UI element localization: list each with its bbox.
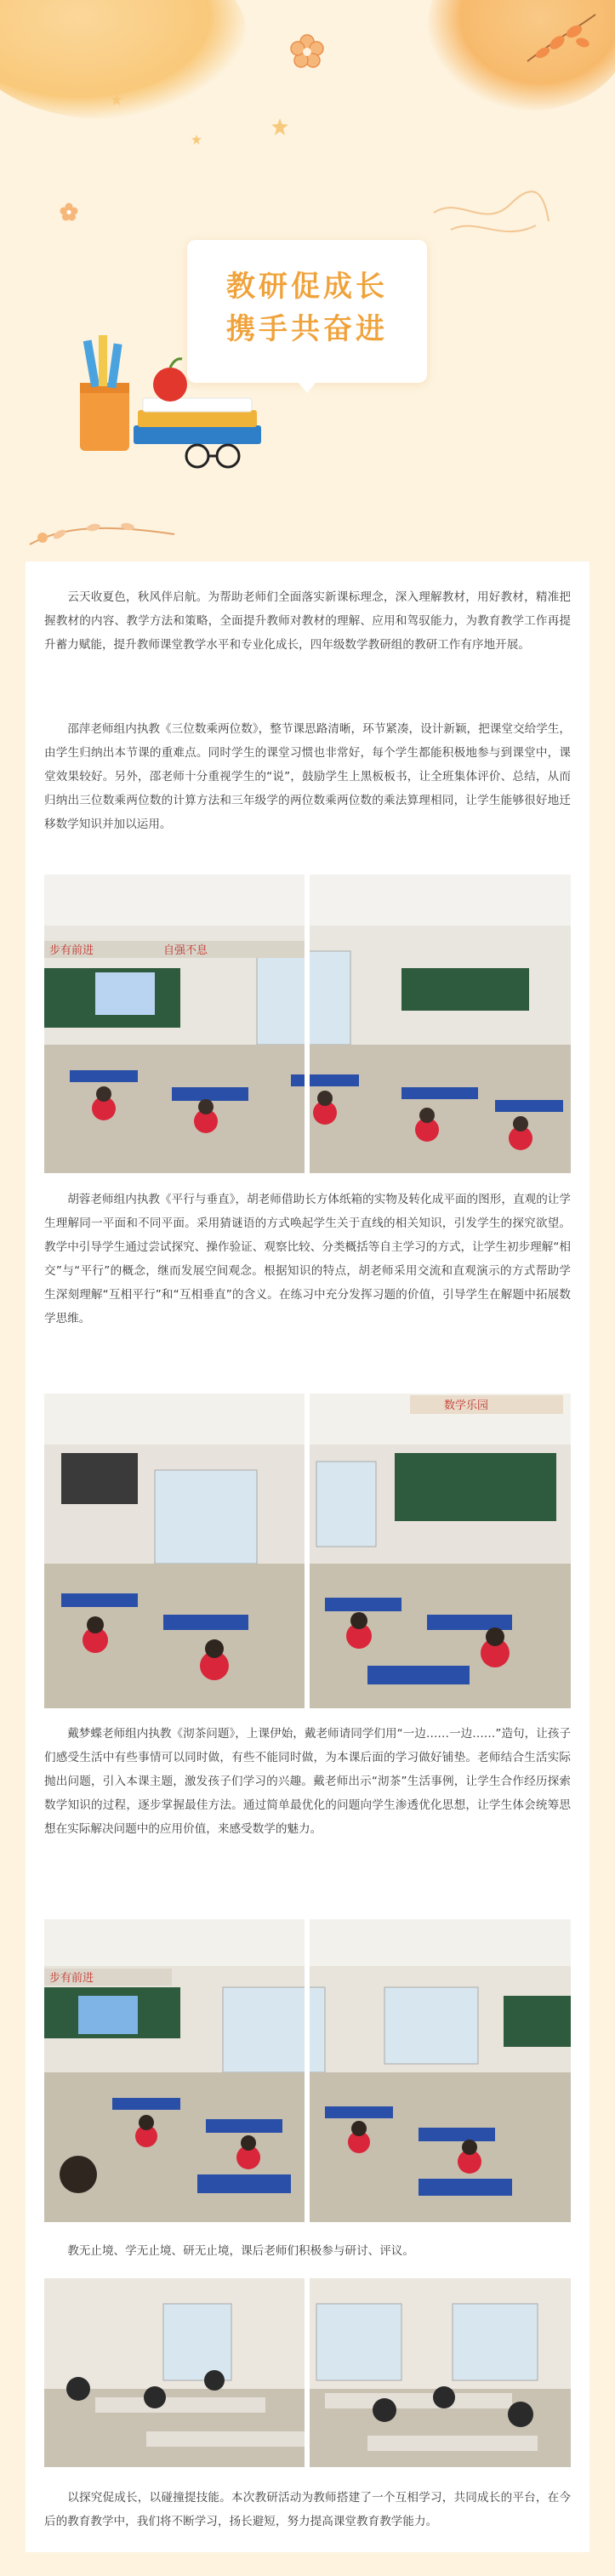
paragraph-lesson-1: 邵萍老师组内执教《三位数乘两位数》，整节课思路清晰，环节紧凑，设计新颖，把课堂交给学生，由学生归纳出本节课的重难点。同时学生的课堂习惯也非常好，每个学生都能积极地参与到课堂中，课堂效果较好。另外，邵老师十分重视学生的“说”，鼓励学生上黑板板书，让全班集体评价、总结，从而归纳出三位数乘两位数的计算方法和三年级学的两位数乘两位数的乘法算理相同，让学生能够很好地迁移数学知识并加以运用。 (44, 722, 571, 831)
classroom-photo-4 (44, 2278, 571, 2467)
article-panel (26, 561, 589, 2552)
glasses-icon (186, 445, 239, 467)
paragraph-lesson-2: 胡蓉老师组内执教《平行与垂直》，胡老师借助长方体纸箱的实物及转化成平面的图形，直观的让学生理解同一平面和不同平面。采用猜谜语的方式唤起学生关于直线的相关知识，引发学生的探究欲望。教学中引导学生通过尝试探究、操作验证、观察比较、分类概括等自主学习的方式，让学生初步理解“相交”与“平行”的概念，继而发展空间观念。根据知识的特点，胡老师采用交流和直观演示的方式帮助学生深刻理解“互相平行”和“互相垂直”的含义。在练习中充分发挥习题的价值，引导学生在解题中拓展数学思维。 (44, 1193, 571, 1325)
small-flower-icon (111, 94, 122, 105)
paragraph-lesson-3: 戴梦蝶老师组内执教《沏茶问题》，上课伊始，戴老师请同学们用“一边……一边……”造句，让孩子们感受生活中有些事情可以同时做，有些不能同时做，为本课后面的学习做好铺垫。老师结合生活实际抛出问题，引入本课主题，激发孩子们学习的兴趣。戴老师出示“沏茶”生活事例，让学生合作经历探索数学知识的过程，逐步掌握最佳方法。通过简单最优化的问题向学生渗透优化思想，让学生体会统筹思想在实际解决问题中的应用价值，来感受数学的魅力。 (44, 1727, 572, 1836)
classroom-photo-3 (44, 1919, 571, 2222)
classroom-photo-1 (44, 875, 571, 1173)
banner-text-left: 步有前进 (49, 1972, 94, 1985)
classroom-photo-2 (44, 1393, 571, 1708)
paragraph-intro: 云天收夏色，秋风伴启航。为帮助老师们全面落实新课标理念，深入理解教材，用好教材，精准把握教材的内容、教学方法和策略，全面提升教师对教材的理解、应用和驾驭能力，为教育教学工作再提升蓄力赋能，提升教师课堂教学水平和专业化成长，四年级数学教研组的教研工作有序地开展。 (44, 590, 571, 652)
flower-icon (288, 32, 327, 71)
branch-icon (510, 10, 604, 87)
small-flower-icon (60, 202, 78, 221)
branch-icon (26, 519, 179, 553)
doodle-lines-icon (425, 170, 553, 247)
decorative-blob-left (0, 0, 247, 119)
small-flower-icon (191, 134, 202, 145)
banner-text-right: 数学乐园 (444, 1399, 489, 1412)
small-flower-icon (270, 117, 289, 136)
page-title-line2: 携手共奋进 (226, 312, 388, 346)
paragraph-conclusion: 以探究促成长，以碰撞提技能。本次教研活动为教师搭建了一个互相学习，共同成长的平台，在今后的教育教学中，我们将不断学习，扬长避短，努力提高课堂教育教学能力。 (44, 2491, 571, 2528)
paragraph-discussion: 教无止境、学无止境、研无止境，课后老师们积极参与研讨、评议。 (67, 2244, 414, 2258)
banner-text-left: 步有前进 (49, 944, 94, 957)
books-pencils-apple-icon (70, 332, 265, 476)
page-title-line1: 教研促成长 (226, 270, 388, 304)
header-banner (0, 0, 615, 553)
banner-text-right: 自强不息 (163, 944, 208, 957)
